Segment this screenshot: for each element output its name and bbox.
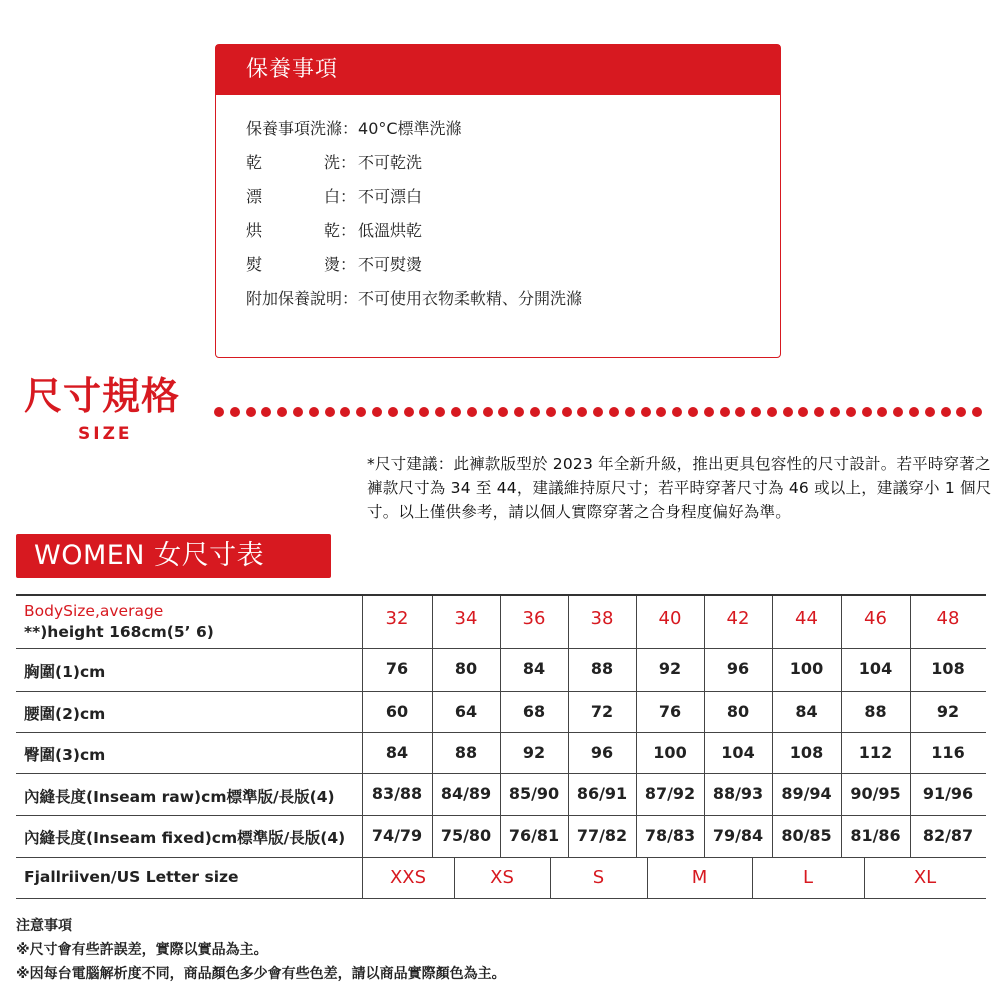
- table-cell: 86/91: [576, 784, 628, 803]
- divider-dot: [404, 407, 414, 417]
- divider-dot: [609, 407, 619, 417]
- table-cell: 80: [454, 659, 478, 678]
- divider-dot: [530, 407, 540, 417]
- divider-dot: [388, 407, 398, 417]
- row-label: 臀圍(3)cm: [24, 746, 106, 764]
- care-key-2: 乾：: [323, 221, 356, 240]
- table-cell: 75/80: [440, 826, 492, 845]
- table-cell: 76: [658, 702, 682, 721]
- divider-dot: [798, 407, 808, 417]
- table-cell: 84: [522, 659, 546, 678]
- row-label: Fjallriiven/US Letter size: [24, 868, 239, 886]
- size-header-cell: 42: [726, 608, 750, 629]
- care-key-2: 白：: [323, 187, 356, 206]
- divider-dot: [672, 407, 682, 417]
- size-header-cell: 32: [385, 608, 409, 629]
- row-label: 內縫長度(Inseam fixed)cm標準版/長版(4): [24, 829, 346, 847]
- care-value: 不可漂白: [358, 187, 423, 206]
- divider-dot: [293, 407, 303, 417]
- divider-dot: [720, 407, 730, 417]
- letter-size-cell: XXS: [389, 867, 427, 888]
- table-cell: 78/83: [644, 826, 696, 845]
- size-header-cell: 46: [864, 608, 887, 629]
- care-box: [215, 44, 781, 358]
- footer-title: 注意事項: [16, 918, 72, 934]
- care-line-tumble: [246, 219, 582, 253]
- table-cell: 92: [658, 659, 682, 678]
- table-cell: 85/90: [508, 784, 560, 803]
- divider-dot: [325, 407, 335, 417]
- divider-dot: [956, 407, 966, 417]
- divider-dot: [925, 407, 935, 417]
- table-cell: 74/79: [371, 826, 423, 845]
- divider-dot: [340, 407, 350, 417]
- footer-notes: [16, 914, 506, 986]
- table-cell: 84/89: [440, 784, 492, 803]
- divider-dot: [419, 407, 429, 417]
- size-header-cell: 48: [936, 608, 960, 629]
- divider-dot: [593, 407, 603, 417]
- care-key-2: 洗：: [323, 153, 356, 172]
- table-col-divider: [636, 596, 637, 857]
- table-cell: 88/93: [712, 784, 764, 803]
- table-col-divider: [362, 596, 363, 857]
- table-cell: 96: [726, 659, 750, 678]
- divider-dot: [546, 407, 556, 417]
- care-title: 保養事項: [216, 45, 780, 95]
- table-cell: 82/87: [922, 826, 974, 845]
- care-value: 不可使用衣物柔軟精、分開洗滌: [358, 289, 583, 308]
- size-header-cell: 34: [454, 608, 478, 629]
- divider-dot: [830, 407, 840, 417]
- divider-dot: [467, 407, 477, 417]
- table-cell: 104: [858, 659, 893, 678]
- divider-dot: [877, 407, 887, 417]
- care-line-dryclean: [246, 151, 582, 185]
- row-label: 胸圍(1)cm: [24, 663, 106, 681]
- table-cell: 84: [795, 702, 818, 721]
- divider-dot: [767, 407, 777, 417]
- table-cell: 116: [931, 743, 965, 762]
- size-note: *尺寸建議：此褲款版型於 2023 年全新升級，推出更具包容性的尺寸設計。若平時穿著之褲款尺寸為 34 至 44，建議維持原尺寸；若平時穿著尺寸為 46 或以上，建議穿小 1 個尺寸。以上僅供參考，請以個人實際穿著之合身程度偏好為準。: [367, 455, 992, 521]
- table-cell: 104: [721, 743, 755, 762]
- care-key-1: 乾: [246, 153, 263, 172]
- divider-dot: [704, 407, 714, 417]
- table-cell: 96: [590, 743, 614, 762]
- dotted-divider: [214, 402, 990, 416]
- table-cell: 76: [385, 659, 409, 678]
- divider-dot: [783, 407, 793, 417]
- divider-dot: [214, 407, 224, 417]
- table-cell: 88: [864, 702, 887, 721]
- table-cell: 80/85: [781, 826, 832, 845]
- divider-dot: [562, 407, 572, 417]
- table-cell: 92: [936, 702, 960, 721]
- table-cell: 81/86: [850, 826, 901, 845]
- size-header-cell: 44: [795, 608, 818, 629]
- table-col-divider: [568, 596, 569, 857]
- divider-dot: [261, 407, 271, 417]
- table-cell: 100: [789, 659, 824, 678]
- size-header-cell: 36: [522, 608, 546, 629]
- care-key-2: 燙：: [323, 255, 356, 274]
- table-cell: 88: [590, 659, 614, 678]
- table-cell: 77/82: [576, 826, 628, 845]
- table-cell: 68: [522, 702, 546, 721]
- divider-dot: [514, 407, 524, 417]
- divider-dot: [941, 407, 951, 417]
- care-line-iron: [246, 253, 582, 287]
- letter-size-cell: XL: [913, 867, 937, 888]
- care-lines: [246, 117, 582, 321]
- table-cell: 90/95: [850, 784, 901, 803]
- divider-dot: [498, 407, 508, 417]
- table-col-divider: [704, 596, 705, 857]
- care-key: 附加保養說明：: [246, 289, 359, 308]
- size-section-title: 尺寸規格: [24, 374, 181, 418]
- care-key-1: 烘: [246, 221, 263, 240]
- table-col-divider: [910, 596, 911, 857]
- care-value: 低溫烘乾: [358, 221, 423, 240]
- letter-size-cell: S: [592, 867, 605, 888]
- table-cell: 60: [385, 702, 409, 721]
- care-key-1: 漂: [246, 187, 263, 206]
- letter-size-cell: XS: [490, 867, 514, 888]
- letter-size-cell: M: [691, 867, 708, 888]
- divider-dot: [483, 407, 493, 417]
- divider-dot: [751, 407, 761, 417]
- divider-dot: [625, 407, 635, 417]
- care-key-1: 熨: [246, 255, 263, 274]
- letter-size-cell: L: [802, 867, 814, 888]
- table-cell: 72: [590, 702, 614, 721]
- table-cell: 100: [653, 743, 687, 762]
- row-label: 腰圍(2)cm: [24, 705, 106, 723]
- table-col-divider: [500, 596, 501, 857]
- care-line-bleach: [246, 185, 582, 219]
- divider-dot: [893, 407, 903, 417]
- table-cell: 87/92: [644, 784, 696, 803]
- table-col-divider: [841, 596, 842, 857]
- table-col-divider: [772, 596, 773, 857]
- care-line-wash: [246, 117, 582, 151]
- footer-line: ※尺寸會有些許誤差，實際以實品為主。: [16, 942, 268, 958]
- table-cell: 108: [789, 743, 824, 762]
- table-cell: 108: [931, 659, 965, 678]
- table-cell: 64: [454, 702, 478, 721]
- table-cell: 91/96: [922, 784, 974, 803]
- divider-dot: [972, 407, 982, 417]
- divider-dot: [641, 407, 651, 417]
- table-cell: 88: [454, 743, 478, 762]
- women-size-badge: WOMEN 女尺寸表: [16, 534, 331, 578]
- divider-dot: [577, 407, 587, 417]
- divider-dot: [735, 407, 745, 417]
- divider-dot: [356, 407, 366, 417]
- table-cell: 89/94: [781, 784, 832, 803]
- care-value: 40°C標準洗滌: [358, 119, 462, 138]
- divider-dot: [909, 407, 919, 417]
- table-cell: 79/84: [712, 826, 764, 845]
- divider-dot: [230, 407, 240, 417]
- divider-dot: [435, 407, 445, 417]
- table-cell: 76/81: [508, 826, 560, 845]
- row-label: 內縫長度(Inseam raw)cm標準版/長版(4): [24, 788, 335, 806]
- divider-dot: [688, 407, 698, 417]
- table-cell: 92: [522, 743, 546, 762]
- size-section-subtitle: SIZE: [78, 424, 133, 444]
- size-header-cell: 40: [658, 608, 682, 629]
- divider-dot: [372, 407, 382, 417]
- care-value: 不可熨燙: [358, 255, 423, 274]
- divider-dot: [277, 407, 287, 417]
- divider-dot: [814, 407, 824, 417]
- table-cell: 84: [385, 743, 409, 762]
- divider-dot: [309, 407, 319, 417]
- header-label-2: **)height 168cm(5’ 6): [24, 623, 214, 641]
- table-cell: 80: [726, 702, 750, 721]
- divider-dot: [846, 407, 856, 417]
- divider-dot: [656, 407, 666, 417]
- table-cell: 112: [858, 743, 893, 762]
- divider-dot: [246, 407, 256, 417]
- care-value: 不可乾洗: [358, 153, 423, 172]
- size-header-cell: 38: [590, 608, 614, 629]
- care-key: 保養事項洗滌：: [246, 119, 359, 138]
- table-col-divider: [432, 596, 433, 857]
- care-line-extra: [246, 287, 582, 321]
- table-cell: 83/88: [371, 784, 423, 803]
- header-label-1: BodySize,average: [24, 602, 164, 620]
- divider-dot: [862, 407, 872, 417]
- divider-dot: [451, 407, 461, 417]
- footer-line: ※因每台電腦解析度不同，商品顏色多少會有些色差，請以商品實際顏色為主。: [16, 966, 506, 982]
